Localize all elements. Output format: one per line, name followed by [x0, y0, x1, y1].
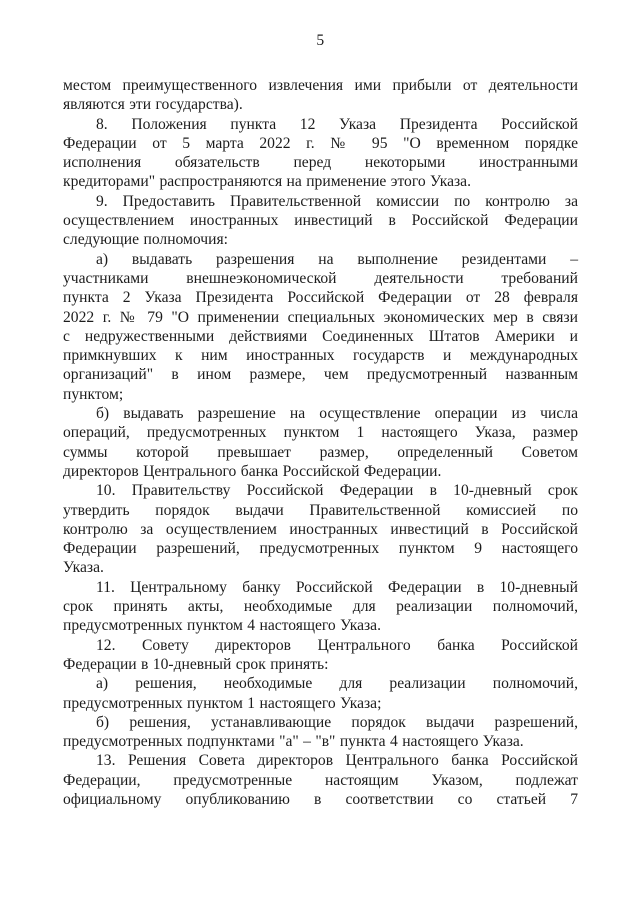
document-line: б) решения, устанавливающие порядок выдачи разрешений,: [96, 713, 578, 731]
document-content: [63, 33, 578, 809]
document-line: директоров Центрального банка Российской Федерации.: [63, 462, 442, 480]
document-line: контролю за осуществлением иностранных инвестиций в Российской: [63, 520, 578, 538]
document-line: 13. Решения Совета директоров Центрального банка Российской: [96, 752, 578, 770]
document-line: предусмотренных пунктом 4 настоящего Указа.: [63, 617, 381, 635]
document-line: суммы которой превышает размер, определенный Советом: [63, 443, 578, 461]
page-number: 5: [316, 32, 325, 49]
document-line: осуществлением иностранных инвестиций в Российской Федерации: [63, 212, 578, 230]
document-line: предусмотренных подпунктами "а" – "в" пункта 4 настоящего Указа.: [63, 733, 524, 751]
document-line: 9. Предоставить Правительственной комиссии по контролю за: [96, 192, 578, 210]
document-line: участниками внешнеэкономической деятельности требований: [63, 269, 578, 287]
document-line: 11. Центральному банку Российской Федерации в 10-дневный: [96, 578, 578, 596]
document-line: предусмотренных пунктом 1 настоящего Указа;: [63, 694, 382, 712]
document-line: пункта 2 Указа Президента Российской Федерации от 28 февраля: [63, 289, 578, 307]
document-line: с недружественными действиями Соединенных Штатов Америки и: [63, 327, 578, 345]
document-line: а) решения, необходимые для реализации полномочий,: [96, 675, 578, 693]
document-line: б) выдавать разрешение на осуществление операции из числа: [96, 405, 578, 423]
document-line: пунктом;: [63, 385, 124, 403]
document-line: местом преимущественного извлечения ими прибыли от деятельности: [63, 77, 578, 94]
document-line: срок принять акты, необходимые для реализации полномочий,: [63, 598, 578, 616]
document-line: примкнувших к ним иностранных государств и международных: [63, 347, 578, 365]
document-line: Указа.: [63, 559, 104, 577]
document-line: Федерации от 5 марта 2022 г. № 95 "О временном порядке: [63, 134, 578, 152]
document-line: являются эти государства).: [63, 96, 243, 114]
document-line: организаций" в ином размере, чем предусмотренный названным: [63, 366, 578, 384]
document-line: кредиторами" распространяются на применение этого Указа.: [63, 173, 471, 191]
document-line: следующие полномочия:: [63, 231, 228, 249]
document-line: операций, предусмотренных пунктом 1 настоящего Указа, размер: [63, 424, 578, 442]
document-body: [63, 76, 578, 809]
document-line: Федерации разрешений, предусмотренных пунктом 9 настоящего: [63, 540, 578, 558]
document-line: 2022 г. № 79 "О применении специальных экономических мер в связи: [63, 308, 578, 326]
document-line: утвердить порядок выдачи Правительственной комиссией по: [63, 501, 578, 519]
document-line: официальному опубликованию в соответствии со статьей 7: [63, 790, 578, 808]
document-line: исполнения обязательств перед некоторыми иностранными: [63, 154, 578, 172]
document-line: 8. Положения пункта 12 Указа Президента Российской: [96, 115, 578, 133]
document-line: Федерации, предусмотренные настоящим Указом, подлежат: [63, 771, 578, 789]
document-line: 12. Совету директоров Центрального банка Российской: [96, 636, 578, 654]
document-line: 10. Правительству Российской Федерации в 10-дневный срок: [96, 482, 578, 500]
document-line: Федерации в 10-дневный срок принять:: [63, 655, 329, 673]
document-line: а) выдавать разрешения на выполнение резидентами –: [96, 250, 578, 268]
